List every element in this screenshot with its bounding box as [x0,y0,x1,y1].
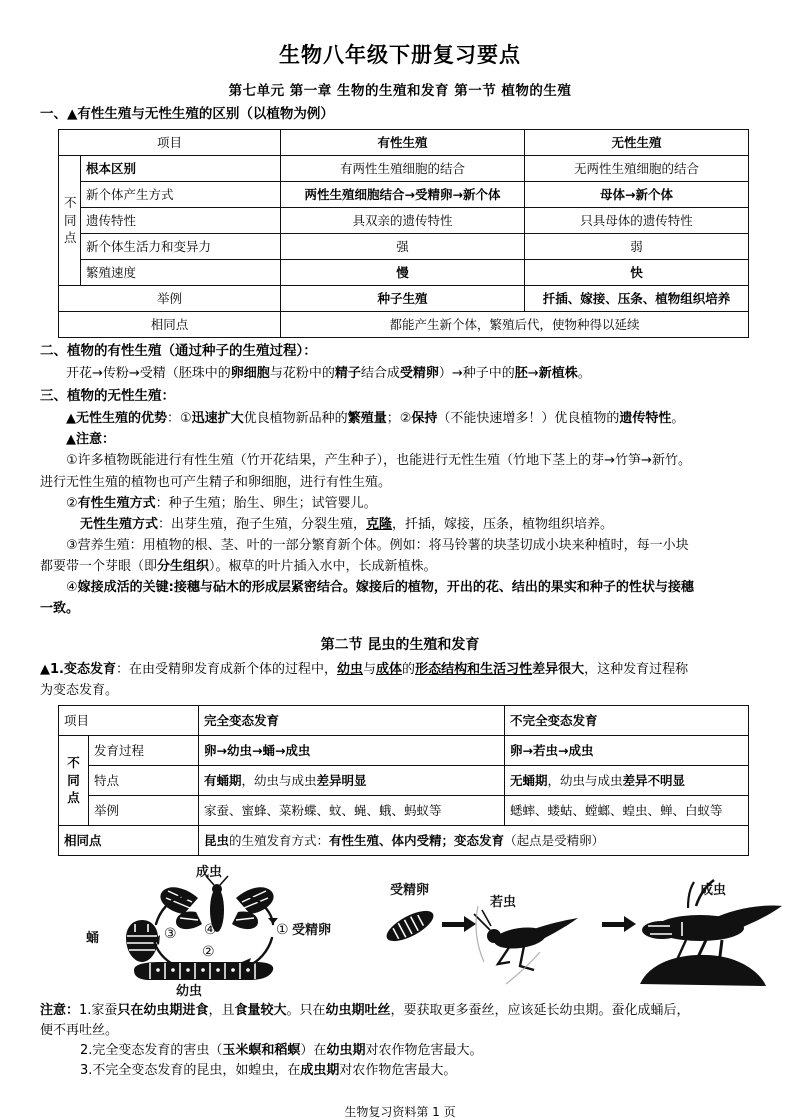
table-row [59,825,749,855]
example-sexual: 种子生殖 [281,285,525,311]
header-item: 项目 [59,705,199,735]
row-label: 新个体生活力和变异力 [81,233,281,259]
vertical-label-difference [59,735,89,825]
table-row [59,129,749,155]
row-value-complete: 家蚕、蜜蜂、菜粉蝶、蚊、蝇、蛾、蚂蚁等 [199,795,505,825]
same-value: 昆虫的生殖发育方式：有性生殖、体内受精；变态发育（起点是受精卵） [199,825,749,855]
vlabel-char-3: 点 [64,230,77,246]
row-value-incomplete: 卵→若虫→成虫 [505,735,749,765]
section-3-advantage: ▲无性生殖的优势：①迅速扩大优良植物新品种的繁殖量；②保持（不能快速增多！）优良植物的遗传特性。 [66,411,685,427]
row-label: 根本区别 [81,155,281,181]
note-2: 2.完全变态发育的害虫（玉米螟和稻螟）在幼虫期对农作物危害最大。 [80,1043,483,1059]
cycle-step-2: ② [202,943,215,960]
metamorphosis-definition-line2: 为变态发育。 [40,682,119,698]
table-row [59,735,749,765]
label-adult: 成虫 [196,864,223,880]
life-cycle-figures [40,862,760,997]
header-incomplete: 不完全变态发育 [505,705,749,735]
row-label-same: 相同点 [59,311,281,337]
table-row [59,259,749,285]
row-value-sexual: 慢 [281,259,525,285]
section-3-heading: 三、植物的无性生殖： [40,387,175,404]
row-label-same: 相同点 [59,825,199,855]
complete-metamorphosis-diagram [80,862,360,997]
cycle-step-3: ③ [164,925,177,942]
label-pupa: 蛹 [86,930,100,946]
section-3-item-3a: ③营养生殖：用植物的根、茎、叶的一部分繁育新个体。例如：将马铃薯的块茎切成小块来种植时，每一小块 [66,537,689,553]
table-row [59,705,749,735]
table-row [59,285,749,311]
table-row [59,311,749,337]
row-value-sexual: 有两性生殖细胞的结合 [281,155,525,181]
row-value-asexual: 只具母体的遗传特性 [525,207,749,233]
row-value-sexual: 具双亲的遗传特性 [281,207,525,233]
row-label: 特点 [89,765,199,795]
table-row [59,233,749,259]
example-asexual: 扦插、嫁接、压条、植物组织培养 [525,285,749,311]
vlabel-char-1: 不 [67,755,80,771]
section-3-notice-head: ▲注意： [66,432,115,448]
row-value-complete: 有蛹期，幼虫与成虫差异明显 [199,765,505,795]
row-label: 遗传特性 [81,207,281,233]
section-3-item-1b: 进行无性生殖的植物也可产生精子和卵细胞，进行有性生殖。 [40,474,392,490]
label-fertilized-egg: 受精卵 [390,882,430,898]
page-title: 生物八年级下册复习要点 [279,43,521,67]
row-value-sexual: 强 [281,233,525,259]
egg-icon [382,905,437,947]
table-row [59,207,749,233]
incomplete-metamorphosis-diagram [370,866,800,996]
row-value-incomplete: 蟋蟀、蝼蛄、螳螂、蝗虫、蝉、白蚁等 [505,795,749,825]
row-label: 繁殖速度 [81,259,281,285]
nymph-icon [474,910,578,970]
section-3-item-2b: 无性生殖方式：出芽生殖，孢子生殖，分裂生殖，克隆，扦插，嫁接，压条，植物组织培养。 [80,516,614,532]
table-row [59,181,749,207]
cycle-step-4: ④ [204,921,217,938]
cycle-step-1: ① [276,921,289,938]
header-sexual: 有性生殖 [281,129,525,155]
row-value-sexual: 两性生殖细胞结合→受精卵→新个体 [281,181,525,207]
row-value-asexual: 无两性生殖细胞的结合 [525,155,749,181]
arrow-2-icon [602,916,636,932]
section-3-item-4a: ④嫁接成活的关键:接穗与砧木的形成层紧密结合。嫁接后的植物，开出的花、结出的果实和种子的性状与接穗 [66,580,694,596]
section-3-item-4b: 一致。 [40,601,80,617]
row-value-complete: 卵→幼虫→蛹→成虫 [199,735,505,765]
table-row [59,795,749,825]
vlabel-char-1: 不 [64,195,77,211]
note-1a: 注意：1.家蚕只在幼虫期进食，且食量较大。只在幼虫期吐丝，要获取更多蚕丝，应该延长幼虫期。蚕化成蛹后， [40,1002,690,1018]
label-adult: 成虫 [700,882,727,898]
reproduction-comparison-table [58,129,749,338]
notes-block [40,1001,760,1082]
header-asexual: 无性生殖 [525,129,749,155]
note-1b: 便不再吐丝。 [40,1022,119,1038]
label-larva: 幼虫 [176,983,203,997]
chapter-subtitle: 第七单元 第一章 生物的生殖和发育 第一节 植物的生殖 [228,83,572,100]
label-nymph: 若虫 [490,894,517,910]
label-fertilized-egg: 受精卵 [292,922,332,938]
table-row [59,765,749,795]
vlabel-char-3: 点 [67,790,80,806]
vlabel-char-2: 同 [67,772,80,788]
header-complete: 完全变态发育 [199,705,505,735]
row-label-example: 举例 [59,285,281,311]
header-item: 项目 [59,129,281,155]
row-label: 发育过程 [89,735,199,765]
section-2-line: 开花→传粉→受精（胚珠中的卵细胞与花粉中的精子结合成受精卵）→种子中的胚→新植株。 [66,366,591,382]
row-value-incomplete: 无蛹期，幼虫与成虫差异不明显 [505,765,749,795]
chapter-2-heading: 第二节 昆虫的生殖和发育 [320,636,480,653]
same-value: 都能产生新个体，繁殖后代，使物种得以延续 [281,311,749,337]
row-value-asexual: 弱 [525,233,749,259]
section-1-heading: 一、▲有性生殖与无性生殖的区别（以植物为例） [40,106,334,123]
vertical-label-difference [59,155,81,285]
row-value-asexual: 快 [525,259,749,285]
note-3: 3.不完全变态发育的昆虫，如蝗虫，在成虫期对农作物危害最大。 [80,1063,457,1079]
vlabel-char-2: 同 [64,212,77,228]
metamorphosis-comparison-table [58,705,749,856]
section-3-item-3b: 都要带一个芽眼（即分生组织）。椒草的叶片插入水中，长成新植株。 [40,559,437,575]
table-row [59,155,749,181]
page-footer: 生物复习资料第 1 页 [344,1105,456,1120]
row-label: 新个体产生方式 [81,181,281,207]
metamorphosis-definition-line1: ▲1.变态发育：在由受精卵发育成新个体的过程中，幼虫与成体的形态结构和生活习性差异很大，这种发育过程称 [40,661,689,677]
arrow-1-icon [442,916,476,932]
moth-icon [160,876,273,932]
section-3-item-1a: ①许多植物既能进行有性生殖（竹开花结果，产生种子），也能进行无性生殖（竹地下茎上的芽→竹笋→新竹。 [66,453,691,469]
row-label: 举例 [89,795,199,825]
row-value-asexual: 母体→新个体 [525,181,749,207]
section-2-heading: 二、植物的有性生殖（通过种子的生殖过程）： [40,342,317,359]
section-3-item-2a: ②有性生殖方式：种子生殖；胎生、卵生；试管婴儿。 [66,495,377,511]
